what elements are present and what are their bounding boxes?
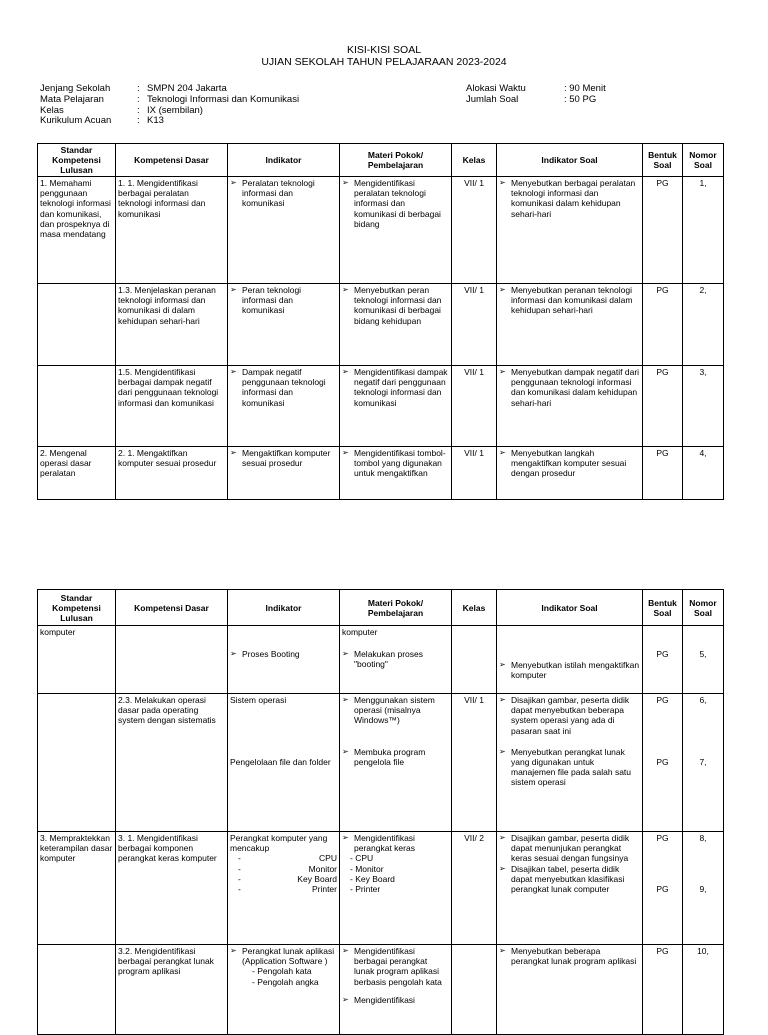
materi-item: ➢ Menyebutkan peran teknologi informasi dan komunikasi di berbagai bidang kehidupan [342,285,449,326]
meta-colon: : [137,104,140,116]
skl-cell: komputer [38,626,116,694]
indikator-soal-item: ➢ Menyebutkan berbagai peralatan teknologi informasi dan komunikasi dalam kehidupan sehari-hari [499,178,640,219]
indikator-soal-item: ➢ Menyebutkan langkah mengaktifkan komputer sesuai dengan prosedur [499,448,640,479]
indikator-soal-item: ➢ Menyebutkan perangkat lunak yang digunakan untuk manajemen file pada salah satu sistem operasi [499,747,640,788]
indikator-soal-item: ➢ Menyebutkan istilah mengaktifkan komputer [499,660,640,680]
indikator-soal-item: ➢ Disajikan gambar, peserta didik dapat menunjukan perangkat keras sesuai dengan fungsinya [499,833,640,864]
nomor-value: 9, [699,884,707,895]
document-title: KISI-KISI SOAL [346,44,422,56]
list-item: - CPU [238,853,337,864]
header-materi: Materi Pokok/ Pembelajaran [340,590,452,626]
skl-cell [38,694,116,832]
document-subtitle: UJIAN SEKOLAH TAHUN PELAJARAAN 2023-2024 [261,56,507,68]
materi-item: ➢ Mengidentifikasi berbagai perangkat lunak program aplikasi berbasis pengolah kata [342,946,449,987]
kd-cell: 3.2. Mengidentifikasi berbagai perangkat lunak program aplikasi [116,945,228,1035]
indikator-soal-cell [497,177,643,284]
indikator-cell [228,447,340,500]
table-row [38,447,724,500]
list-item-label: CPU [355,853,374,864]
bentuk-cell [643,626,683,694]
header-kelas: Kelas [452,590,497,626]
header-bentuk-soal: Bentuk Soal [643,590,683,626]
bentuk-cell: PG [643,366,683,447]
nomor-value: 8, [699,833,707,843]
indikator-text: Pengelolaan file dan folder [230,757,331,768]
materi-cell [340,694,452,832]
skl-cell [38,366,116,447]
materi-item: ➢ Melakukan proses "booting" [342,649,449,669]
kelas-cell [452,626,497,694]
meta-value: IX (sembilan) [147,104,203,116]
list-item: - CPU [350,853,374,864]
bentuk-value: PG [656,695,669,705]
materi-cell [340,177,452,284]
indikator-list [230,966,337,986]
table-row [38,694,724,832]
indikator-item: ➢ Peran teknologi informasi dan komunikasi [230,285,337,316]
meta-left [40,84,299,127]
indikator-cell [228,832,340,945]
skl-cell: 3. Mempraktekkan keterampilan dasar komputer [38,832,116,945]
kelas-cell: VII/ 2 [452,832,497,945]
meta-value: SMPN 204 Jakarta [147,83,227,94]
nomor-cell [683,626,724,694]
materi-item: ➢ Mengidentifikasi tombol-tombol yang digunakan untuk mengaktifkan [342,448,449,479]
materi-item: ➢ Mengidentifikasi perangkat keras [342,833,449,853]
kelas-cell: VII/ 1 [452,366,497,447]
meta-label: Alokasi Waktu [466,83,526,94]
nomor-value: 7, [699,757,707,768]
header-materi: Materi Pokok/ Pembelajaran [340,144,452,177]
header-bentuk-soal: Bentuk Soal [643,144,683,177]
meta-label: Kurikulum Acuan [40,115,112,127]
header-nomor-soal: Nomor Soal [683,590,724,626]
indikator-soal-cell [497,447,643,500]
bentuk-cell: PG [643,177,683,284]
nomor-cell: 2, [683,284,724,366]
materi-cell [340,626,452,694]
list-item: - Key Board [238,873,337,884]
bentuk-value: PG [656,757,669,768]
indikator-soal-cell [497,284,643,366]
header-skl: Standar Kompetensi Lulusan [38,590,116,626]
indikator-cell [228,945,340,1035]
header-kd: Kompetensi Dasar [116,590,228,626]
materi-item: ➢ Mengidentifikasi dampak negatif dari penggunaan teknologi informasi dan komunikasi [342,367,449,408]
indikator-item: ➢ Mengaktifkan komputer sesuai prosedur [230,448,337,468]
table-row [38,366,724,447]
meta-label: Jenjang Sekolah [40,83,111,94]
bentuk-cell: PG [643,945,683,1035]
meta-colon: : [137,93,140,105]
table-row [38,832,724,945]
materi-cell [340,366,452,447]
indikator-soal-cell [497,945,643,1035]
document-header [0,44,768,68]
list-item: - Key Board [350,873,395,884]
nomor-cell: 10, [683,945,724,1035]
meta-colon: : [137,115,140,127]
nomor-cell [683,694,724,832]
materi-item: ➢ Mengidentifikasi [342,995,449,1005]
meta-value: K13 [147,115,164,127]
indikator-cell [228,284,340,366]
kd-cell: 3. 1. Mengidentifikasi berbagai komponen perangkat keras komputer [116,832,228,945]
bentuk-cell: PG [643,284,683,366]
materi-continuation: komputer [342,627,378,637]
indikator-cell [228,694,340,832]
skl-cell: 1. Memahami penggunaan teknologi informasi dan komunikasi, dan prospeknya di masa mendatang [38,177,116,284]
list-item-label: Monitor [355,863,384,874]
indikator-soal-item: ➢ Menyebutkan peranan teknologi informasi dan komunikasi dalam kehidupan sehari-hari [499,285,640,316]
indikator-cell [228,626,340,694]
skl-cell [38,284,116,366]
kelas-cell [452,945,497,1035]
indikator-cell [228,366,340,447]
materi-list [342,853,449,894]
bentuk-cell: PG [643,447,683,500]
list-item-label: Key Board [355,873,395,884]
list-item-label: Printer [355,884,381,895]
bentuk-cell [643,832,683,945]
kd-cell: 1. 1. Mengidentifikasi berbagai peralatan teknologi informasi dan komunikasi [116,177,228,284]
indikator-text: Perangkat komputer yang mencakup [230,833,328,854]
indikator-soal-item: ➢ Menyebutkan dampak negatif dari penggunaan teknologi informasi dan komunikasi dalam kehidupan sehari-hari [499,367,640,408]
indikator-soal-cell [497,694,643,832]
list-item: - Pengolah kata [252,966,312,977]
meta-value: : 50 PG [564,93,597,105]
kisi-table-1 [37,143,724,500]
bentuk-value: PG [656,833,669,843]
meta-value: : 90 Menit [564,83,606,94]
meta-value: Teknologi Informasi dan Komunikasi [147,93,300,105]
list-item: - Printer [238,884,337,895]
table-row [38,284,724,366]
list-item: - Monitor [350,863,384,874]
kelas-cell: VII/ 1 [452,284,497,366]
table-row [38,945,724,1035]
meta-label: Kelas [40,104,64,116]
kelas-cell: VII/ 1 [452,447,497,500]
materi-cell [340,945,452,1035]
skl-cell: 2. Mengenal operasi dasar peralatan [38,447,116,500]
meta-colon: : [137,83,140,94]
materi-cell [340,284,452,366]
header-nomor-soal: Nomor Soal [683,144,724,177]
materi-cell [340,447,452,500]
materi-item: ➢ Membuka program pengelola file [342,747,449,767]
indikator-item: ➢ Perangkat lunak aplikasi (Application Software ) [230,946,337,966]
header-indikator-soal: Indikator Soal [497,144,643,177]
materi-item: ➢ Menggunakan sistem operasi (misalnya Windows™) [342,695,449,726]
indikator-cell [228,177,340,284]
kd-cell: 1.5. Mengidentifikasi berbagai dampak negatif dari penggunaan teknologi informasi dan komunikasi [116,366,228,447]
kd-cell [116,626,228,694]
indikator-item: ➢ Proses Booting [230,649,337,659]
nomor-value: 6, [699,695,707,705]
list-item-label: Monitor [308,863,337,874]
meta-label: Mata Pelajaran [40,93,104,105]
bentuk-value: PG [656,884,669,895]
header-indikator: Indikator [228,144,340,177]
list-item: - Pengolah angka [252,976,319,987]
indikator-soal-item: ➢ Menyebutkan beberapa perangkat lunak program aplikasi [499,946,640,966]
table-row [38,626,724,694]
bentuk-value: PG [656,649,669,659]
meta-right [466,84,606,106]
kd-cell: 1.3. Menjelaskan peranan teknologi informasi dan komunikasi di dalam kehidupan sehari-hari [116,284,228,366]
materi-cell [340,832,452,945]
skl-cell [38,945,116,1035]
nomor-cell: 4, [683,447,724,500]
indikator-list [230,853,337,894]
table-header-row [38,144,724,177]
list-item: - Printer [350,884,381,895]
nomor-cell: 1, [683,177,724,284]
list-item-label: CPU [319,853,337,864]
indikator-soal-cell [497,626,643,694]
indikator-item: ➢ Dampak negatif penggunaan teknologi informasi dan komunikasi [230,367,337,408]
list-item-label: Pengolah kata [257,966,312,977]
kisi-table-2 [37,589,724,1035]
indikator-text: Sistem operasi [230,695,287,705]
header-skl: Standar Kompetensi Lulusan [38,144,116,177]
header-kd: Kompetensi Dasar [116,144,228,177]
header-kelas: Kelas [452,144,497,177]
indikator-item: ➢ Peralatan teknologi informasi dan komunikasi [230,178,337,209]
list-item-label: Printer [311,884,337,895]
materi-item: ➢ Mengidentifikasi peralatan teknologi informasi dan komunikasi di berbagai bidang [342,178,449,229]
indikator-soal-cell [497,832,643,945]
meta-label: Jumlah Soal [466,93,519,105]
list-item: - Monitor [238,863,337,874]
nomor-cell: 3, [683,366,724,447]
kd-cell: 2.3. Melakukan operasi dasar pada operating system dengan sistematis [116,694,228,832]
indikator-soal-item: ➢ Disajikan gambar, peserta didik dapat menyebutkan beberapa system operasi yang ada di pasaran saat ini [499,695,640,736]
bentuk-cell [643,694,683,832]
indikator-soal-cell [497,366,643,447]
list-item-label: Pengolah angka [257,976,319,987]
kelas-cell: VII/ 1 [452,177,497,284]
table-row [38,177,724,284]
table-header-row [38,590,724,626]
kd-cell: 2. 1. Mengaktifkan komputer sesuai prosedur [116,447,228,500]
kelas-cell: VII/ 1 [452,694,497,832]
nomor-value: 5, [699,649,707,659]
list-item-label: Key Board [297,873,337,884]
indikator-soal-item: ➢ Disajikan tabel, peserta didik dapat menyebutkan klasifikasi perangkat lunak computer [499,864,640,895]
header-indikator: Indikator [228,590,340,626]
nomor-cell [683,832,724,945]
header-indikator-soal: Indikator Soal [497,590,643,626]
